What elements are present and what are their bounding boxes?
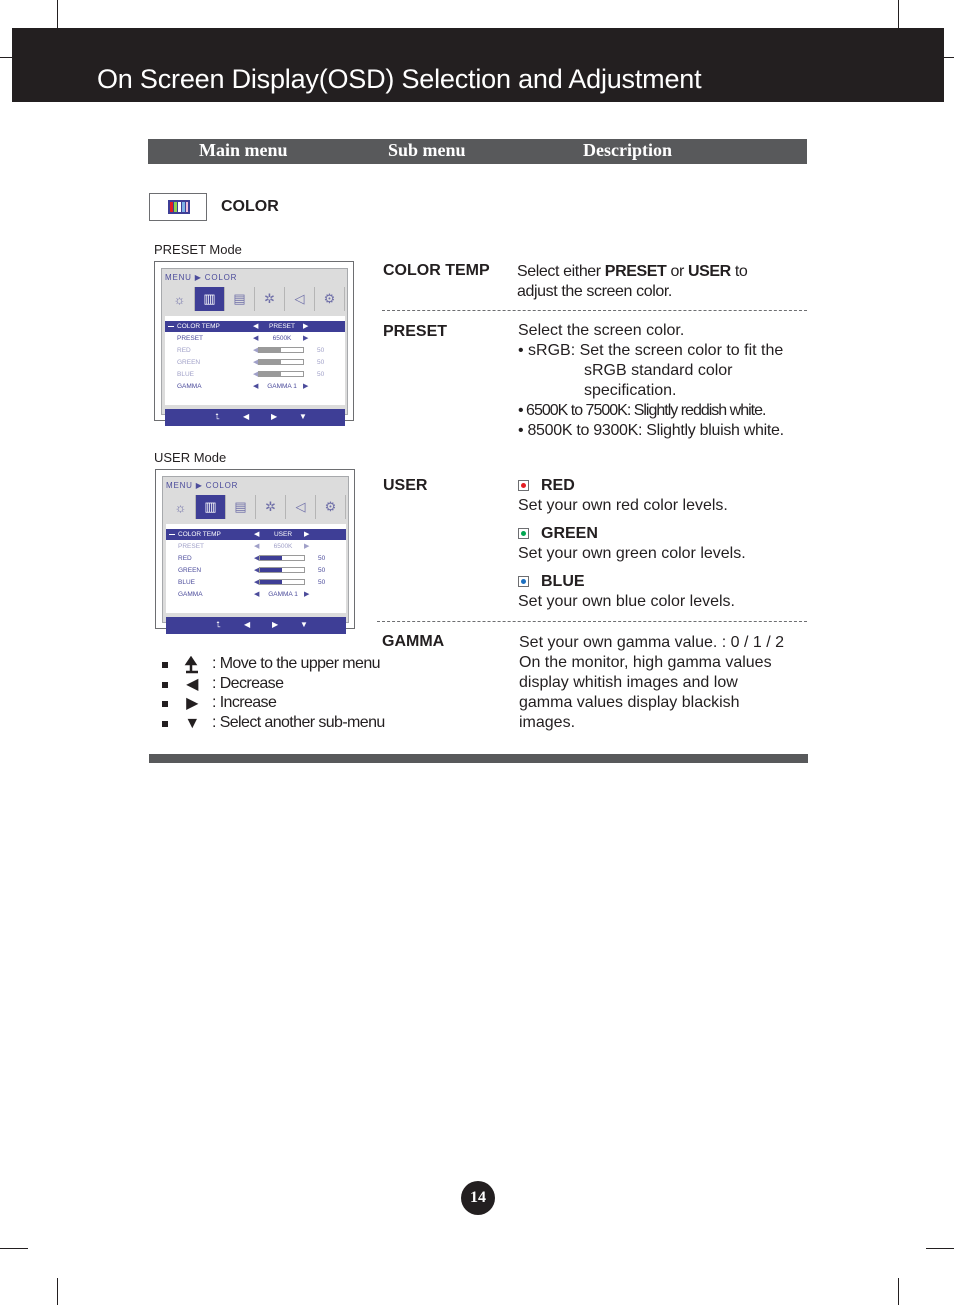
preset-mode-label: PRESET Mode [154, 242, 242, 257]
setup-icon: ✲ [256, 495, 286, 519]
tracking-icon: ▤ [225, 287, 255, 311]
crop-mark [944, 57, 954, 58]
user-description: RED Set your own red color levels. GREEN Set your own green color levels. BLUE Set your own blue color levels. [518, 476, 808, 612]
divider [382, 310, 807, 311]
brightness-icon: ☼ [165, 287, 195, 311]
column-main-menu: Main menu [199, 140, 288, 160]
sub-menu-gamma: GAMMA [382, 633, 445, 650]
green-heading: GREEN [518, 524, 808, 544]
crop-mark [57, 0, 58, 28]
osd-preset-mode [154, 261, 354, 421]
color-temp-description: Select either PRESET or USER to adjust the screen color. [517, 263, 748, 300]
osd-row-preset: PRESET ◀ 6500K ▶ [177, 335, 309, 342]
sound-icon: ◁ [286, 495, 316, 519]
upper-menu-arrow-icon: ⮤ [216, 620, 221, 629]
page-title: On Screen Display(OSD) Selection and Adjustment [97, 64, 702, 94]
blue-heading: BLUE [518, 572, 808, 592]
osd-green-bar [259, 567, 305, 573]
osd-user-mode [155, 469, 355, 629]
osd-green-bar [258, 359, 304, 365]
crop-mark [898, 1278, 899, 1305]
preset-description: Select the screen color. • sRGB: Set the screen color to fit the sRGB standard color specification. • 6500K to 7500K: Slightly reddish white. • 8500K to 9300K: Slightly bluish white. [518, 322, 784, 439]
osd-row-gamma: GAMMA ◀ GAMMA 1 ▶ [177, 383, 309, 390]
osd-row-green: GREEN ◀ 50 [177, 359, 325, 366]
setup-icon: ✲ [255, 287, 285, 311]
column-description: Description [583, 140, 672, 160]
crop-mark [898, 0, 899, 28]
gamma-description: Set your own gamma value. : 0 / 1 / 2 On the monitor, high gamma values display whitish images and low gamma values display blackish images. [519, 634, 785, 731]
osd-red-bar [259, 555, 305, 561]
osd-row-gamma: GAMMA ◀ GAMMA 1 ▶ [178, 591, 310, 598]
down-triangle-icon: ▼ [299, 412, 307, 421]
sub-menu-preset: PRESET [383, 323, 448, 340]
osd-row-blue: BLUE ◀ 50 [178, 579, 326, 586]
color-bars-icon [168, 200, 190, 214]
crop-mark [926, 1248, 954, 1249]
crop-mark [0, 57, 12, 58]
column-header-bar [148, 139, 807, 164]
page-number: 14 [461, 1181, 495, 1215]
osd-row-preset: PRESET ◀ 6500K ▶ [178, 543, 310, 550]
upper-menu-arrow-icon [182, 655, 202, 675]
osd-footer [166, 617, 346, 634]
osd-row-blue: BLUE ◀ 50 [177, 371, 325, 378]
osd-red-bar [258, 347, 304, 353]
down-triangle-icon: ▼ [300, 620, 308, 629]
crop-mark [57, 1278, 58, 1305]
column-sub-menu: Sub menu [388, 140, 466, 160]
osd-row-red: RED ◀ 50 [178, 555, 326, 562]
down-triangle-icon: ▼ [184, 715, 200, 732]
color-icon: ▥ [195, 287, 225, 311]
osd-row-color-temp: COLOR TEMP ◀ PRESET ▶ [165, 321, 345, 332]
tracking-icon: ▤ [226, 495, 256, 519]
green-square-icon [518, 528, 529, 539]
gear-icon: ⚙ [315, 287, 345, 311]
right-triangle-icon: ▶ [271, 412, 278, 421]
osd-footer [165, 409, 345, 426]
osd-icon-row [165, 287, 345, 313]
page-header [12, 28, 944, 102]
color-icon: ▥ [196, 495, 226, 519]
osd-body [166, 524, 346, 613]
sound-icon: ◁ [285, 287, 315, 311]
osd-breadcrumb: MENU ▶ COLOR [166, 481, 239, 490]
left-triangle-icon: ◀ [244, 620, 251, 629]
left-triangle-icon: ◀ [243, 412, 250, 421]
divider [377, 621, 807, 622]
red-square-icon [518, 480, 529, 491]
right-triangle-icon: ▶ [186, 695, 198, 712]
left-triangle-icon: ◀ [186, 676, 198, 693]
main-menu-color-label: COLOR [221, 198, 279, 215]
color-menu-icon-box [149, 193, 207, 221]
user-mode-label: USER Mode [154, 450, 227, 465]
brightness-icon: ☼ [166, 495, 196, 519]
blue-square-icon [518, 576, 529, 587]
osd-row-color-temp: COLOR TEMP ◀ USER ▶ [166, 529, 346, 540]
right-triangle-icon: ▶ [272, 620, 279, 629]
gear-icon: ⚙ [316, 495, 346, 519]
osd-row-green: GREEN ◀ 50 [178, 567, 326, 574]
osd-breadcrumb: MENU ▶ COLOR [165, 273, 238, 282]
bottom-rule [149, 754, 808, 763]
red-heading: RED [518, 476, 808, 496]
osd-blue-bar [258, 371, 304, 377]
sub-menu-user: USER [383, 477, 428, 494]
upper-menu-arrow-icon: ⮤ [215, 412, 220, 421]
crop-mark [0, 1248, 28, 1249]
osd-icon-row [166, 495, 346, 521]
sub-menu-color-temp: COLOR TEMP [383, 262, 490, 279]
osd-body [165, 316, 345, 405]
osd-blue-bar [259, 579, 305, 585]
osd-row-red: RED ◀ 50 [177, 347, 325, 354]
